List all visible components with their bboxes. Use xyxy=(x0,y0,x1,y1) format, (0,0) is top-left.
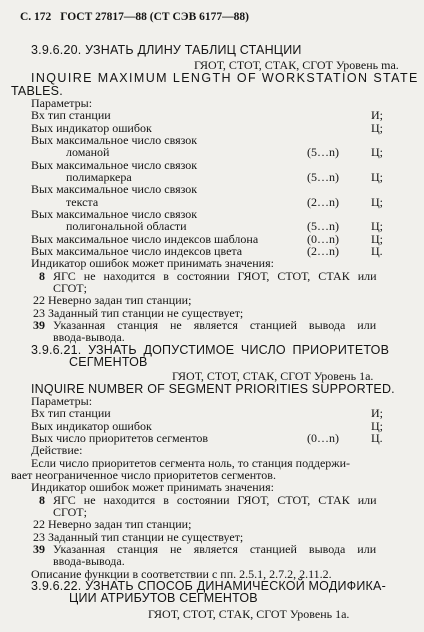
error-code: 39 xyxy=(33,542,45,557)
section-title-3-9-6-20: 3.9.6.20. УЗНАТЬ ДЛИНУ ТАБЛИЦ СТАНЦИИ xyxy=(31,42,302,57)
errors-intro: Индикатор ошибок может принимать значения: xyxy=(31,480,274,495)
param-text: Вых максимальное число связок xyxy=(31,157,198,172)
param-code: Ц; xyxy=(371,418,383,433)
param-text: Вх тип станции xyxy=(31,108,111,123)
error-item: 22 Неверно задан тип станции; xyxy=(33,293,192,308)
error-text: Указанная станция не является станцией вывода или xyxy=(53,318,377,333)
param-text: ломаной xyxy=(66,145,110,160)
section-states: ГЯОТ, СТОТ, СТАК, СГОТ Уровень 1а. xyxy=(148,606,350,621)
section-title-line: ЦИИ АТРИБУТОВ СЕГМЕНТОВ xyxy=(69,591,258,606)
error-text: СГОТ; xyxy=(53,280,87,295)
param-text: полигональной области xyxy=(66,219,187,234)
params-label: Параметры: xyxy=(31,393,93,408)
param-text: Вых индикатор ошибок xyxy=(31,418,152,433)
param-range: (2…n) xyxy=(307,194,339,209)
param-text: Вых максимальное число связок xyxy=(31,132,198,147)
param-code: Ц; xyxy=(371,219,383,234)
action-text: вает неограниченное число приоритетов сегментов. xyxy=(11,468,276,483)
error-text: Указанная станция не является станцией вывода или xyxy=(53,542,377,557)
error-text: ЯГС не находится в состоянии ГЯОТ, СТОТ, СТАК или xyxy=(53,492,377,507)
param-text: Вых число приоритетов сегментов xyxy=(31,431,209,445)
param-text: Вх тип станции xyxy=(31,406,111,421)
param-code: И; xyxy=(371,406,383,421)
section-title-line: СЕГМЕНТОВ xyxy=(69,355,148,370)
param-code: Ц. xyxy=(371,431,383,445)
param-range: (5…n) xyxy=(307,169,339,184)
errors-intro: Индикатор ошибок может принимать значения: xyxy=(31,256,274,271)
param-code: Ц; xyxy=(371,120,383,135)
english-title-line: INQUIRE MAXIMUM LENGTH OF WORKSTATION STATE xyxy=(31,71,419,86)
action-text: Если число приоритетов сегмента ноль, то станция поддержи- xyxy=(31,455,351,470)
param-text: полимаркера xyxy=(66,169,132,184)
error-item: 23 Заданный тип станции не существует; xyxy=(33,529,244,544)
error-text: СГОТ; xyxy=(53,505,87,520)
error-text: ЯГС не находится в состоянии ГЯОТ, СТОТ, СТАК или xyxy=(53,268,377,283)
english-title: INQUIRE NUMBER OF SEGMENT PRIORITIES SUPPORTED. xyxy=(31,381,395,396)
section-states: ГЯОТ, СТОТ, СТАК, СГОТ Уровень 1а. xyxy=(172,369,374,384)
param-text: Вых максимальное число связок xyxy=(31,206,198,221)
param-range: (5…n) xyxy=(307,219,339,234)
error-code: 39 xyxy=(33,318,45,333)
param-range: (0…n) xyxy=(307,431,339,445)
error-code: 8 xyxy=(39,268,45,283)
error-text: ввода-вывода. xyxy=(53,330,125,345)
param-text: Вых максимальное число индексов цвета xyxy=(31,243,243,258)
params-label: Параметры: xyxy=(31,95,93,110)
param-code: Ц; xyxy=(371,145,383,160)
error-text: ввода-вывода. xyxy=(53,554,125,569)
param-code: Ц. xyxy=(371,243,383,258)
param-text: Вых максимальное число индексов шаблона xyxy=(31,231,259,246)
error-item: 22 Неверно задан тип станции; xyxy=(33,517,192,532)
section-title-3-9-6-21: 3.9.6.21. УЗНАТЬ ДОПУСТИМОЕ ЧИСЛО ПРИОРИТЕТОВ xyxy=(31,342,390,357)
section-states: ГЯОТ, СТОТ, СТАК, СГОТ Уровень mа. xyxy=(194,57,399,72)
param-range: (2…n) xyxy=(307,243,339,258)
param-text: текста xyxy=(66,194,99,209)
english-title-line: TABLES. xyxy=(11,83,63,98)
param-range: (5…n) xyxy=(307,145,339,160)
standard-id: ГОСТ 27817—88 (СТ СЭВ 6177—88) xyxy=(60,11,249,24)
function-description: Описание функции в соответствии с пп. 2.5.1, 2.7.2, 2.11.2. xyxy=(31,566,332,581)
param-code: Ц; xyxy=(371,169,383,184)
param-text: Вых максимальное число связок xyxy=(31,182,198,197)
section-title-3-9-6-22: 3.9.6.22. УЗНАТЬ СПОСОБ ДИНАМИЧЕСКОЙ МОДИФИКА- xyxy=(31,579,386,594)
page-header xyxy=(20,11,249,24)
param-code: Ц; xyxy=(371,194,383,209)
error-code: 8 xyxy=(39,492,45,507)
error-item: 23 Заданный тип станции не существует; xyxy=(33,305,244,320)
action-label: Действие: xyxy=(31,443,83,458)
param-range: (0…n) xyxy=(307,231,339,246)
param-code: И; xyxy=(371,108,383,123)
page-number: С. 172 xyxy=(20,11,52,24)
param-code: Ц; xyxy=(371,231,383,246)
param-text: Вых индикатор ошибок xyxy=(31,120,152,135)
